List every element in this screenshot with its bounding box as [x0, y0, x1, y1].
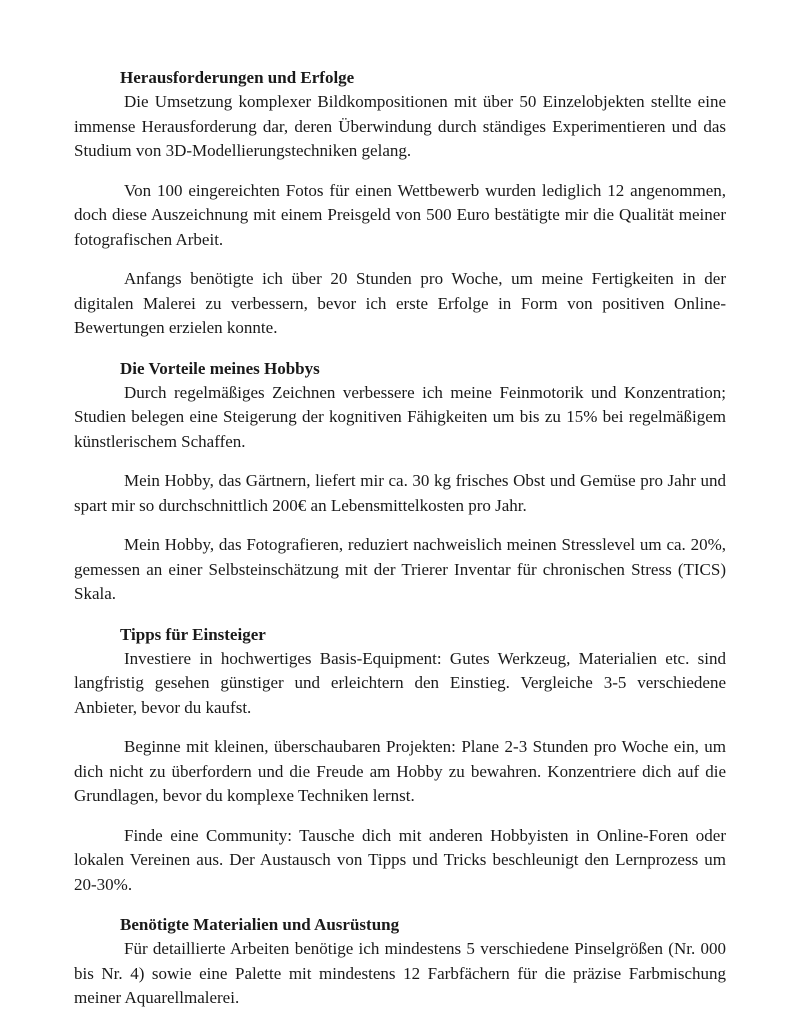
paragraph: Mein Hobby, das Fotografieren, reduziert nachweislich meinen Stresslevel um ca. 20%, gemessen an einer Selbsteinschätzung mit der Trierer Inventar für chronischen Stress (TICS) Skala.: [74, 535, 726, 603]
paragraph: Für detaillierte Arbeiten benötige ich mindestens 5 verschiedene Pinselgrößen (Nr. 000 bis Nr. 4) sowie eine Palette mit mindestens 12 Farbfächern für die präzise Farbmischung meiner Aquarellmalerei.: [74, 939, 726, 1007]
paragraph: Die Umsetzung komplexer Bildkompositionen mit über 50 Einzelobjekten stellte eine immense Herausforderung dar, deren Überwindung durch ständiges Experimentieren und das Studium von 3D-Modellierungstechniken gelang.: [74, 92, 726, 160]
paragraph: Beginne mit kleinen, überschaubaren Projekten: Plane 2-3 Stunden pro Woche ein, um dich nicht zu überfordern und die Freude am Hobby zu bewahren. Konzentriere dich auf die Grundlagen, bevor du komplexe Techniken lernst.: [74, 737, 726, 805]
paragraph: Investiere in hochwertiges Basis-Equipment: Gutes Werkzeug, Materialien etc. sind langfristig gesehen günstiger und erleichtern den Einstieg. Vergleiche 3-5 verschiedene Anbieter, bevor du kaufst.: [74, 648, 726, 717]
section-heading-tips: Tipps für Einsteiger: [120, 624, 266, 644]
paragraph: Anfangs benötigte ich über 20 Stunden pro Woche, um meine Fertigkeiten in der digitalen Malerei zu verbessern, bevor ich erste Erfolge in Form von positiven Online-Bewertungen erzielen konnte.: [74, 269, 726, 337]
section-heading-materials: Benötigte Materialien und Ausrüstung: [120, 915, 400, 934]
paragraph: Mein Hobby, das Gärtnern, liefert mir ca. 30 kg frisches Obst und Gemüse pro Jahr und spart mir so durchschnittlich 200€ an Lebensmittelkosten pro Jahr.: [74, 471, 726, 515]
section-heading-challenges: Herausforderungen und Erfolge: [120, 68, 355, 87]
paragraph: Finde eine Community: Tausche dich mit anderen Hobbyisten in Online-Foren oder lokalen Vereinen aus. Der Austausch von Tipps und Tricks beschleunigt den Lernprozess um 20-30%.: [74, 825, 726, 894]
paragraph: Von 100 eingereichten Fotos für einen Wettbewerb wurden lediglich 12 angenommen, doch diese Auszeichnung mit einem Preisgeld von 500 Euro bestätigte mir die Qualität meiner fotografischen Arbeit.: [74, 180, 726, 249]
document-page: [74, 66, 726, 1011]
paragraph: Durch regelmäßiges Zeichnen verbessere ich meine Feinmotorik und Konzentration; Studien belegen eine Steigerung der kognitiven Fähigkeiten um bis zu 15% bei regelmäßigem künstlerischem Schaffen.: [74, 382, 726, 451]
section-heading-benefits: Die Vorteile meines Hobbys: [120, 358, 320, 378]
